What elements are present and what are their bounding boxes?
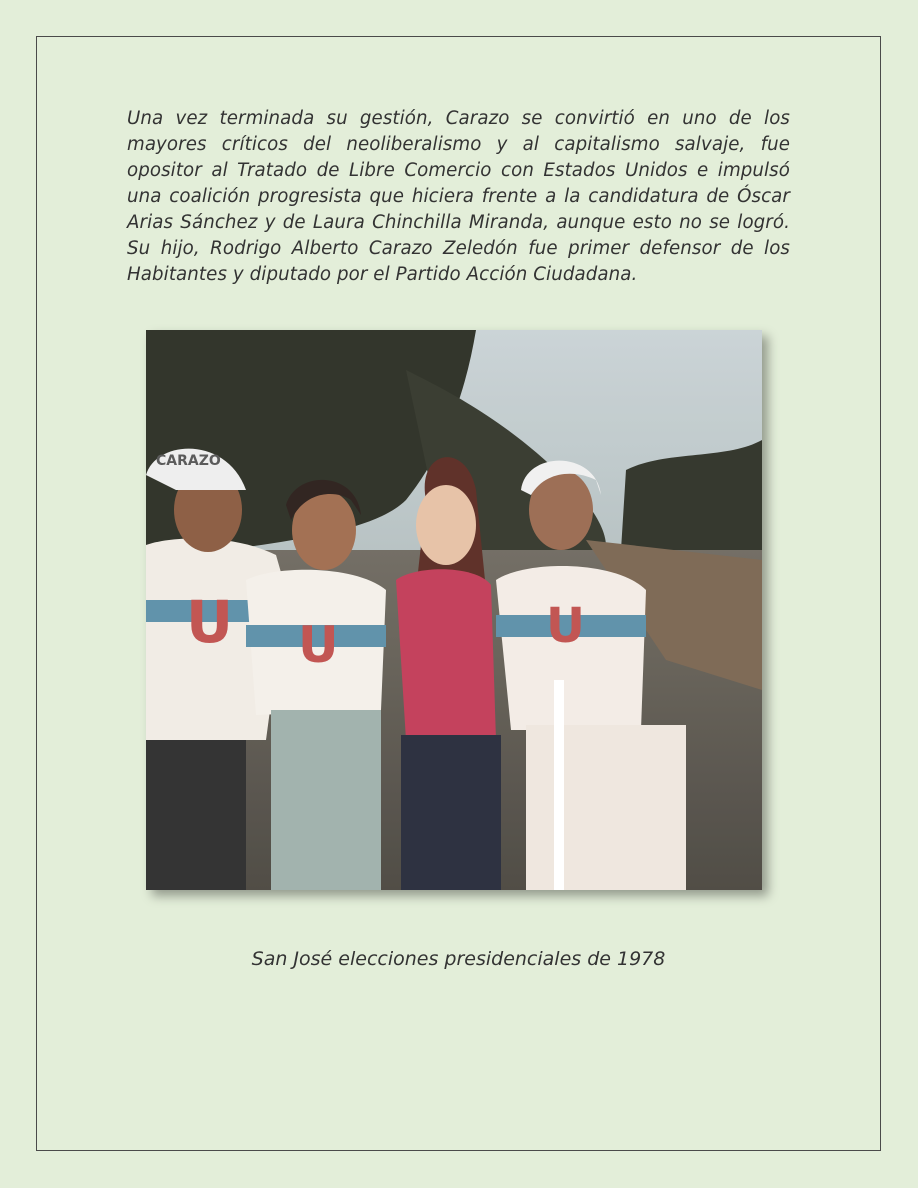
cap-text: CARAZO: [156, 453, 221, 469]
shirt-letter-2: U: [298, 616, 339, 674]
historical-photo: [146, 330, 762, 890]
photo-caption: San José elecciones presidenciales de 1978: [251, 948, 666, 970]
shirt-letter-3: U: [546, 598, 585, 654]
body-paragraph: Una vez terminada su gestión, Carazo se convirtió en uno de los mayores críticos del neoliberalismo y al capitalismo salvaje, fue opositor al Tratado de Libre Comercio con Estados Unidos e impulsó una coalición progresista que hiciera frente a la candidatura de Óscar Arias Sánchez y de Laura Chinchilla Miranda, aunque esto no se logró. Su hijo, Rodrigo Alberto Carazo Zeledón fue primer defensor de los Habitantes y diputado por el Partido Acción Ciudadana.: [127, 108, 790, 285]
shirt-letter-1: U: [186, 588, 234, 656]
